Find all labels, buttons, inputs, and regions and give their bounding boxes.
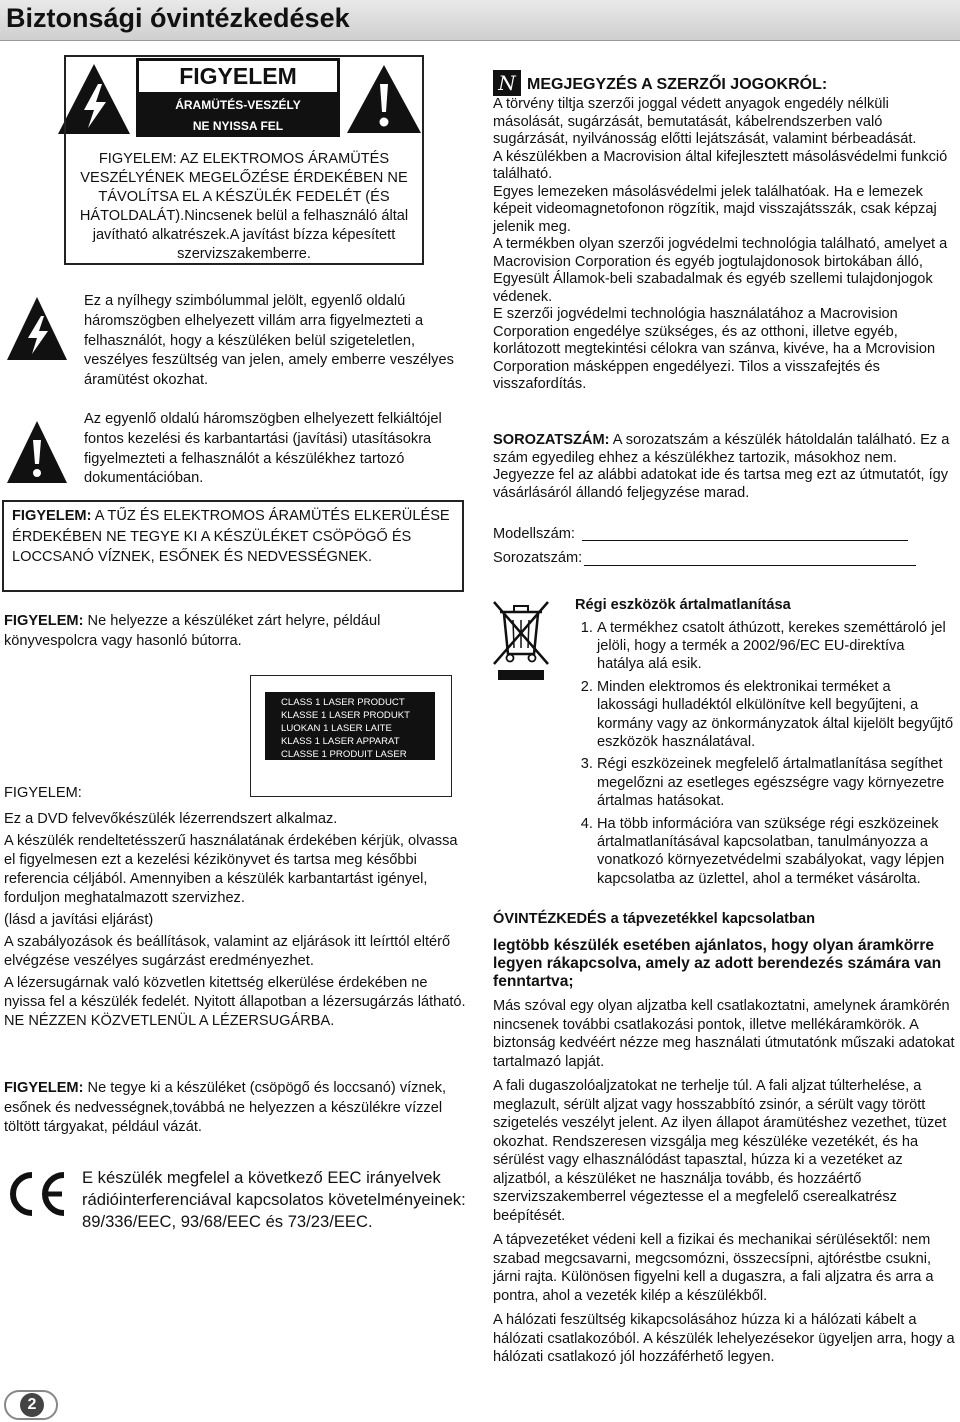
copyright-paragraph: A termékben olyan szerzői jogvédelmi technológia található, amelyet a Macrovision Corporation és egyéb jogtulajdonosok birtokában álló, Egyesült Államok-beli szabadalmak és egyéb szellemi tulajdonjogok védenek. bbox=[493, 236, 948, 305]
model-number-line bbox=[582, 540, 908, 541]
disposal-list bbox=[575, 619, 955, 889]
laser-paragraph: A lézersugárnak való közvetlen kitettség elkerülése érdekében ne nyissa fel a készülék fedelét. Nyitott állapotban a lézersugárzás látható. bbox=[4, 975, 466, 1010]
laser-paragraph: A készülék rendeltetésszerű használatának érdekében kérjük, olvassa el figyelmesen ezt a kezelési kézikönyvet és tartsa meg későbbi referencia céljából. Amennyiben a készülék karbantartást igényel, forduljon meghatalmazott szervizhez. bbox=[4, 833, 458, 906]
laser-paragraph: NE NÉZZEN KÖZVETLENÜL A LÉZERSUGÁRBA. bbox=[4, 1013, 335, 1029]
water-warning bbox=[4, 1079, 468, 1138]
warning-line: szervizszakemberre. bbox=[177, 246, 311, 262]
page-title: Biztonsági óvintézkedések bbox=[6, 3, 350, 33]
shelf-warning-label: FIGYELEM: bbox=[4, 613, 84, 629]
laser-class-label bbox=[265, 692, 435, 760]
serial-number-line bbox=[584, 565, 916, 566]
disposal-section bbox=[575, 597, 955, 892]
exclamation-explanation: Az egyenlő oldalú háromszögben elhelyezett felkiáltójel fontos kezelési és karbantartási (javítási) utasításokra figyelmezteti a felhasználót a készülékhez tartozó dokumentációban. bbox=[84, 411, 442, 487]
lightning-triangle-icon bbox=[4, 294, 70, 364]
copyright-title: MEGJEGYZÉS A SZERZŐI JOGOKRÓL: bbox=[527, 76, 828, 93]
laser-label-line: KLASSE 1 LASER PRODUKT bbox=[281, 710, 411, 721]
serial-number-label: Sorozatszám: bbox=[493, 550, 583, 566]
power-title: ÓVINTÉZKEDÉS a tápvezetékkel kapcsolatban bbox=[493, 911, 815, 927]
exclamation-triangle-icon bbox=[4, 418, 70, 486]
water-warning-text: Ne tegye ki a készüléket (csöpögő és loccsanó) víznek, esőnek és nedvességnek,továbbá ne helyezzen a készülékre vízzel töltött tárgyakat, például vázát. bbox=[4, 1080, 447, 1135]
fire-warning-box bbox=[2, 500, 464, 592]
page-number: 2 bbox=[20, 1393, 44, 1417]
warning-line: TÁVOLÍTSA EL A KÉSZÜLÉK FEDELÉT (ÉS bbox=[98, 189, 390, 205]
lightning-explanation: Ez a nyílhegy szimbólummal jelölt, egyenlő oldalú háromszögben elhelyezett villám arra figyelmezteti a felhasználót, hogy a készüléken belül szigeteletlen, veszélyes feszültség van jelen, amely emberre veszélyes áramütést okozhat. bbox=[84, 293, 454, 389]
figyelem-title: FIGYELEM bbox=[139, 61, 337, 92]
disposal-item: 4. Ha több információra van szüksége régi eszközeinek ártalmatlanításával kapcsolatban, tanulmányozza a vonatkozó környezetvédelmi szabályokat, vagy lépjen kapcsolatba az üzlettel, ahol a terméket vásárolta. bbox=[597, 815, 955, 889]
laser-paragraph: A szabályozások és beállítások, valamint az eljárások itt leírttól eltérő elvégzése veszélyes sugárzást eredményezhet. bbox=[4, 934, 451, 969]
warning-line: javítható alkatrészek.A javítást bízza képesített bbox=[92, 227, 396, 243]
serial-label: SOROZATSZÁM: bbox=[493, 432, 610, 448]
laser-label-line: KLASS 1 LASER APPARAT bbox=[281, 736, 400, 747]
power-lead: legtöbb készülék esetében ajánlatos, hogy olyan áramkörre legyen rákapcsolva, amely az adott berendezés számára van fenntartva; bbox=[493, 936, 942, 991]
power-paragraph: A fali dugaszolóaljzatokat ne terhelje túl. A fali aljzat túlterhelése, a meglazult, sérült aljzat vagy hosszabbító zsinór, a sérült vagy törött szigetelés veszélyt jelent. Az ilyen állapot áramütéshez vezethet, tüzet okozhat. Rendszeresen vizsgálja meg készüléke vezetékét, és ha sérülést vagy elhasználódást tapasztal, húzza ki a vezetéket az aljzatból, a készüléket ne használja tovább, és hozzáértő szervizszakemberrel végeztesse el a megfelelő cserealkatrész beépítését. bbox=[493, 1078, 947, 1224]
disposal-item: 2. Minden elektromos és elektronikai terméket a lakossági hulladéktól elkülönítve kell begyűjteni, a kormány vagy az önkormányzatok által kijelölt begyűjtő eszközök használatával. bbox=[597, 678, 955, 752]
laser-label-line: LUOKAN 1 LASER LAITE bbox=[281, 723, 392, 734]
copyright-paragraph: A készülékben a Macrovision által kifejlesztett másolásvédelmi funkció található. bbox=[493, 148, 948, 182]
fire-warning-label: FIGYELEM: bbox=[12, 508, 92, 524]
warning-box-text bbox=[66, 150, 422, 264]
shelf-warning-text: Ne helyezze a készüléket zárt helyre, például könyvespolcra vagy hasonló bútorra. bbox=[4, 613, 381, 649]
copyright-paragraph: E szerzői jogvédelmi technológia használatához a Macrovision Corporation engedélye szükséges, és az otthoni, illetve egyéb, korlátozott megtekintési célokra van szánva, kivéve, ha a Mcrovision Corporation másképpen engedélyezi. Tilos a visszafejtés és visszafordítás. bbox=[493, 306, 936, 392]
serial-text: A sorozatszám a készülék hátoldalán található. Ez a szám egyedileg ehhez a készülékhez tartozik, másokhoz nem. Jegyezze fel az alábbi adatokat ide és tartsa meg ezt az útmutatót, így vásárlásáról állandó feljegyzése marad. bbox=[493, 432, 950, 502]
laser-paragraph: Ez a DVD felvevőkészülék lézerrendszert alkalmaz. bbox=[4, 811, 338, 827]
power-paragraph: A tápvezetéket védeni kell a fizikai és mechanikai sérülésektől: nem szabad megcsavarni, megcsomózni, összecsípni, ajtóréstbe csukni, járni rajta. Különösen figyelni kell a dugaszra, a fali aljzatra és arra a pontra, ahol a vezeték kilép a készülékből. bbox=[493, 1232, 934, 1304]
note-icon: N bbox=[493, 70, 521, 96]
crossed-bin-icon bbox=[488, 596, 554, 682]
power-paragraph: Más szóval egy olyan aljzatba kell csatlakoztatni, amelynek áramkörén nincsenek további csatlakozási pontok, illetve mellékáramkörök. A biztonság kedvéért nézze meg használati útmutatónk műszaki adatokat tartalmazó lapját. bbox=[493, 998, 955, 1070]
model-number-label: Modellszám: bbox=[493, 526, 575, 542]
shelf-warning bbox=[4, 612, 464, 651]
warning-line: VESZÉLYÉNEK MEGELŐZÉSE ÉRDEKÉBEN NE bbox=[80, 170, 408, 186]
shock-hazard-label: ÁRAMÜTÉS-VESZÉLY bbox=[175, 98, 301, 112]
do-not-open-label: NE NYISSA FEL bbox=[192, 119, 284, 133]
laser-section-label: FIGYELEM: bbox=[4, 785, 82, 801]
disposal-title: Régi eszközök ártalmatlanítása bbox=[575, 597, 791, 613]
power-cord-section bbox=[493, 911, 955, 1367]
fire-warning-text: A TŰZ ÉS ELEKTROMOS ÁRAMÜTÉS ELKERÜLÉSE ÉRDEKÉBEN NE TEGYE KI A KÉSZÜLÉKET CSÖPÖGŐ ÉS LOCCSANÓ VÍZNEK, ESŐNEK ÉS NEDVESSÉGNEK. bbox=[12, 508, 450, 565]
disposal-item: 1. A termékhez csatolt áthúzott, kerekes szeméttároló jel jelöli, hogy a termék a 2002/96/EC EU-direktíva hatálya alá esik. bbox=[597, 619, 955, 674]
figyelem-label-box bbox=[136, 58, 340, 137]
laser-label-line: CLASSE 1 PRODUIT LASER bbox=[281, 749, 407, 760]
ce-mark-icon bbox=[6, 1170, 68, 1218]
copyright-paragraph: A törvény tiltja szerzői joggal védett anyagok engedély nélküli másolását, sugárzását, bemutatását, kábelrendszerben való sugárzását, nyilvánosság előtti lejátszását, valamint bérbeadását. bbox=[493, 96, 917, 147]
copyright-text bbox=[493, 96, 955, 394]
serial-section bbox=[493, 432, 955, 503]
water-warning-label: FIGYELEM: bbox=[4, 1080, 84, 1096]
power-paragraph: A hálózati feszültség kikapcsolásához húzza ki a hálózati kábelt a hálózati csatlakozóból. A készülék lehelyezésekor ügyeljen arra, hogy a hálózati csatlakozó jól hozzáférhető legyen. bbox=[493, 1312, 955, 1366]
warning-line: HÁTOLDALÁT).Nincsenek belül a felhasználó által bbox=[79, 208, 409, 224]
page-number-badge bbox=[4, 1390, 58, 1420]
ce-conformity-text: E készülék megfelel a következő EEC irányelvek rádióinterferenciával kapcsolatos követelményeinek: 89/336/EEC, 93/68/EEC és 73/23/EEC. bbox=[82, 1168, 466, 1231]
laser-paragraph: (lásd a javítási eljárást) bbox=[4, 912, 154, 928]
laser-section bbox=[4, 784, 468, 1031]
copyright-paragraph: Egyes lemezeken másolásvédelmi jelek találhatóak. Ha e lemezek képeit videomagnetofonon rögzítik, majd visszajátsszák, csak képzaj jelenik meg. bbox=[493, 183, 937, 235]
laser-label-line: CLASS 1 LASER PRODUCT bbox=[281, 697, 405, 708]
warning-line: FIGYELEM: AZ ELEKTROMOS ÁRAMÜTÉS bbox=[98, 151, 390, 167]
page-header bbox=[0, 0, 960, 41]
disposal-item: 3. Régi eszközeinek megfelelő ártalmatlanítása segíthet megelőzni az esetleges egészségre vagy környezetre ártalmas hatásokat. bbox=[597, 755, 955, 810]
